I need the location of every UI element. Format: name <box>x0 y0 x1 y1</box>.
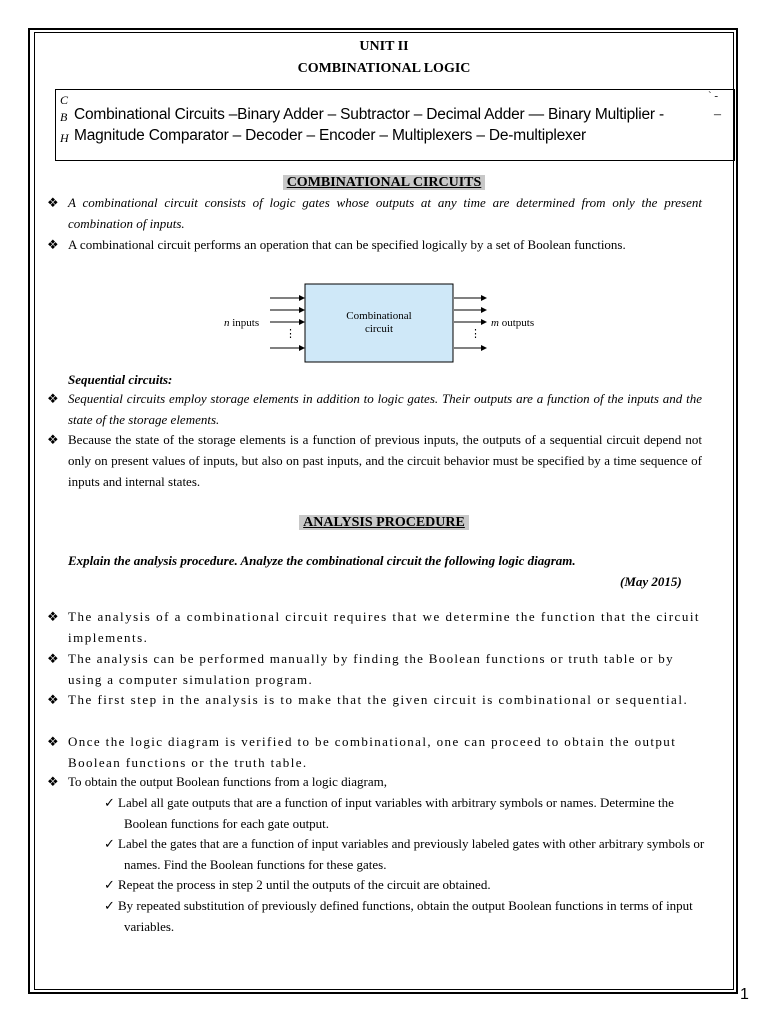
para-analysis-1: The analysis of a combinational circuit requires that we determine the function that the circuit implements. <box>68 609 701 645</box>
bullet-icon: ❖ <box>47 734 59 749</box>
question-date: (May 2015) <box>620 574 682 589</box>
heading-combinational-circuits: COMBINATIONAL CIRCUITS <box>283 175 486 190</box>
bullet-icon: ❖ <box>47 432 59 447</box>
para-sequential-def: Sequential circuits employ storage elements in addition to logic gates. Their outputs are a function of the inputs and the state of the storage elements. <box>68 391 702 427</box>
circuit-label-line-1: Combinational <box>346 310 412 322</box>
circuit-label-line-2: circuit <box>364 323 394 335</box>
output-dots: ⋮ <box>470 328 481 340</box>
step-1 <box>118 792 708 834</box>
subject-title: COMBINATIONAL LOGIC <box>297 61 471 76</box>
syllabus-mark-top: ` - <box>708 90 719 102</box>
heading-analysis-procedure: ANALYSIS PROCEDURE <box>299 515 469 530</box>
page-number: 1 <box>740 986 749 1003</box>
check-icon: ✓ <box>104 898 115 913</box>
syllabus-mark-mid: – <box>714 107 721 122</box>
para-analysis-5: To obtain the output Boolean functions from a logic diagram, <box>68 774 387 789</box>
question-text: Explain the analysis procedure. Analyze the combinational circuit the following logic diagram. <box>68 553 576 568</box>
input-dots: ⋮ <box>285 328 296 340</box>
check-icon: ✓ <box>104 795 115 810</box>
para-analysis-3: The first step in the analysis is to make that the given circuit is combinational or sequential. <box>68 692 689 707</box>
inputs-label <box>224 317 259 329</box>
para-combinational-boolean: A combinational circuit performs an operation that can be specified logically by a set of Boolean functions. <box>68 237 626 252</box>
syllabus-line-2: Magnitude Comparator – Decoder – Encoder – Multiplexers – De-multiplexer <box>74 127 586 144</box>
para-analysis-4: Once the logic diagram is verified to be combinational, one can proceed to obtain the output Boolean functions or the truth table. <box>68 734 677 770</box>
syllabus-letter-c: C <box>60 93 69 107</box>
bullet-icon: ❖ <box>47 651 59 666</box>
sequential-heading: Sequential circuits: <box>68 372 173 387</box>
bullet-icon: ❖ <box>47 237 59 252</box>
check-icon: ✓ <box>104 836 115 851</box>
bullet-icon: ❖ <box>47 774 59 789</box>
para-combinational-def: A combinational circuit consists of logic gates whose outputs at any time are determined from only the present combination of inputs. <box>68 195 702 231</box>
step-4: By repeated substitution of previously defined functions, obtain the output Boolean functions in terms of input variables. <box>118 898 693 934</box>
step-2 <box>118 833 708 875</box>
step-3: Repeat the process in step 2 until the outputs of the circuit are obtained. <box>118 877 491 892</box>
step-1-text: Label all gate outputs that are a function of input variables with arbitrary symbols or names. Determine the Boolean functions for each gate output. <box>118 795 674 831</box>
para-analysis-2: The analysis can be performed manually by finding the Boolean functions or truth table or by using a computer simulation program. <box>68 651 674 687</box>
syllabus-letter-b: B <box>60 110 68 124</box>
bullet-icon: ❖ <box>47 195 59 210</box>
syllabus-box <box>55 89 735 161</box>
bullet-icon: ❖ <box>47 609 59 624</box>
bullet-icon: ❖ <box>47 391 59 406</box>
unit-title: UNIT II <box>359 39 409 54</box>
circuit-label <box>305 310 453 336</box>
inputs-n: n <box>224 317 230 329</box>
outputs-text: outputs <box>501 317 535 329</box>
outputs-m: m <box>491 317 499 329</box>
check-icon: ✓ <box>104 877 115 892</box>
para-sequential-state: Because the state of the storage elements is a function of previous inputs, the outputs of a sequential circuit depend not only on present values of inputs, but also on past inputs, and the circuit behavior must be specified by a time sequence of inputs and internal states. <box>68 432 702 489</box>
inputs-text: inputs <box>232 317 260 329</box>
step-2-text: Label the gates that are a function of input variables and previously labeled gates with other arbitrary symbols or names. Find the Boolean functions for these gates. <box>118 836 705 872</box>
bullet-icon: ❖ <box>47 692 59 707</box>
syllabus-line-1: Combinational Circuits –Binary Adder – Subtractor – Decimal Adder — Binary Multiplier - <box>74 106 664 123</box>
syllabus-letter-h: H <box>60 131 69 145</box>
outputs-label <box>491 317 534 329</box>
